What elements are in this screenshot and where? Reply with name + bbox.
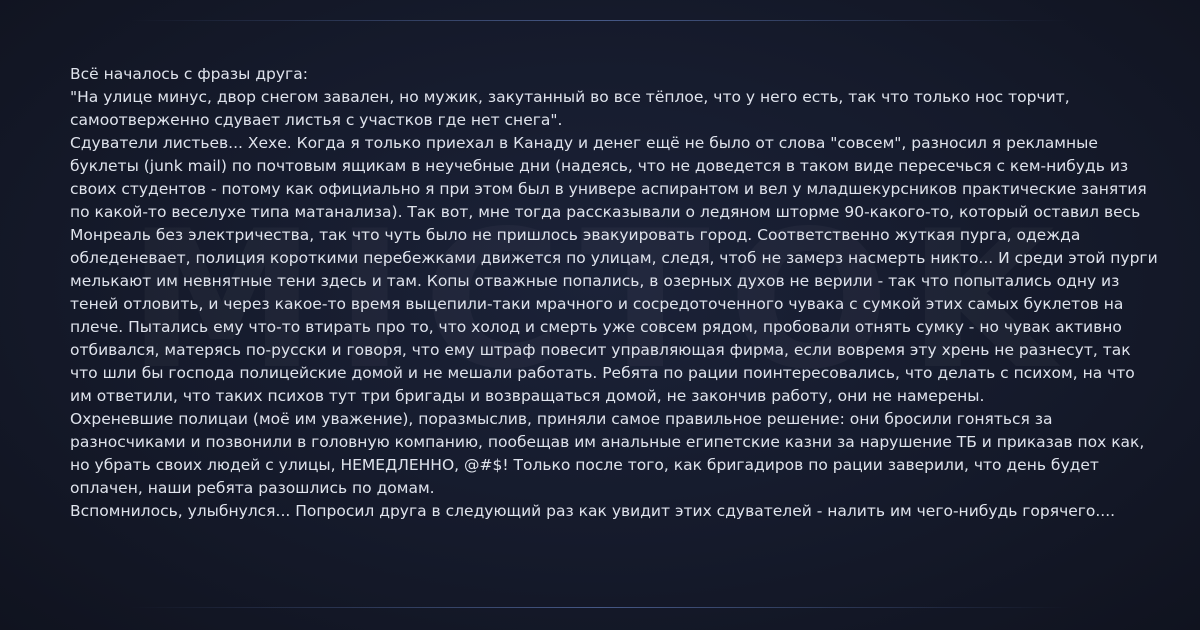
story-closing: Вспомнилось, улыбнулся... Попросил друга в следующий раз как увидит этих сдувателей - налить им чего-нибудь горячего.... bbox=[70, 502, 1116, 520]
story-intro: Всё началось с фразы друга: bbox=[70, 65, 308, 83]
story-main-paragraph: Сдуватели листьев... Хехе. Когда я только приехал в Канаду и денег ещё не было от слова "совсем", разносил я рекламные буклеты (junk mail) по почтовым ящикам в неучебные дни (надеясь, что не доведется в таком виде пересечься с кем-нибудь из своих студентов - потому как официально я при этом был в универе аспирантом и вел у младшекурсников практические занятия по какой-то веселухе типа матанализа). Так вот, мне тогда рассказывали о ледяном шторме 90-какого-то, который оставил весь Монреаль без электричества, так что чуть было не пришлось эвакуировать город. Соответственно жуткая пурга, одежда обледеневает, полиция короткими перебежками движется по улицам, следя, чтоб не замерз насмерть никто... И среди этой пурги мелькают им невнятные тени здесь и там. Копы отважные попались, в озерных духов не верили - так что попытались одну из теней отловить, и через какое-то время выцепили-таки мрачного и сосредоточенного чувака с сумкой этих самых буклетов на плече. Пытались ему что-то втирать про то, что холод и смерть уже совсем рядом, пробовали отнять сумку - но чувак активно отбивался, матерясь по-русски и говоря, что ему штраф повесит управляющая фирма, если вовремя эту хрень не разнесут, так что шли бы господа полицейские домой и не мешали работать. Ребята по рации поинтересовались, что делать с психом, на что им ответили, что таких психов тут три бригады и возвращаться домой, не закончив работу, они не намерены. bbox=[70, 134, 1158, 405]
story-quote: "На улице минус, двор снегом завален, но мужик, закутанный во все тёплое, что у него есть, так что только нос торчит, самоотверженно сдувает листья с участков где нет снега". bbox=[70, 88, 1070, 129]
story-resolution-paragraph: Охреневшие полицаи (моё им уважение), поразмыслив, приняли самое правильное решение: они бросили гоняться за разносчиками и позвонили в головную компанию, пообещав им анальные египетские казни за нарушение ТБ и приказав пох как, но убрать своих людей с улицы, НЕМЕДЛЕННО, @#$! Только после того, как бригадиров по рации заверили, что день будет оплачен, наши ребята разошлись по домам. bbox=[70, 410, 1145, 497]
story-text bbox=[70, 63, 1160, 523]
top-divider bbox=[130, 20, 1070, 21]
bottom-divider bbox=[130, 607, 1070, 608]
